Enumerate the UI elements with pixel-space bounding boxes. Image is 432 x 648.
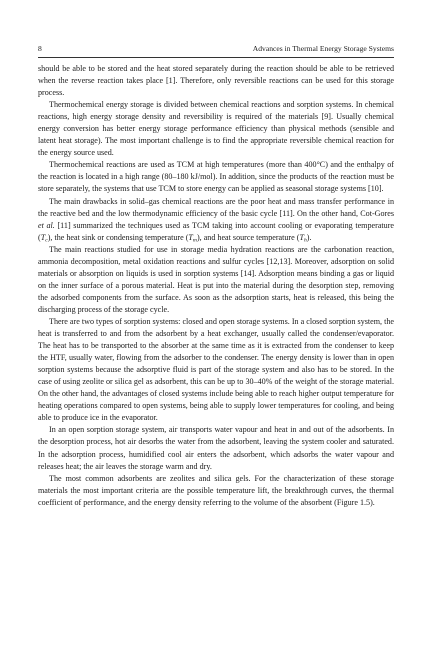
- paragraph-5: The main reactions studied for use in storage media hydration reactions are the carbonation reaction, ammonia decomposition, metal oxidation reactions and sulfur cycles [12,13]. Moreover, adsorption on solid materials or absorption on liquids is used in sorption systems [14]. Adsorption means binding a gas or liquid on the inner surface of a porous material. Heat is put into the material during the desorption step, removing the adsorbed components from the surface. As soon as the adsorption starts, heat is released, this being the discharging process of the storage cycle.: [38, 244, 394, 314]
- paragraph-7: In an open sorption storage system, air transports water vapour and heat in and out of the adsorbents. In the desorption process, hot air desorbs the water from the adsorbent, leaving the system cooler and saturated. In the adsorption process, humidified cool air enters the adsorbent, which adsorbs the water vapour and releases heat; the air leaves the storage warm and dry.: [38, 425, 394, 471]
- paragraph-3: Thermochemical reactions are used as TCM at high temperatures (more than 400°C) and the enthalpy of the reaction is located in a high range (80–180 kJ/mol). In addition, since the products of the reaction must be store separately, the systems that use TCM to store energy can be applied as seasonal storage systems [10].: [38, 160, 394, 194]
- paragraph-4-text-e: ), and heat source temperature (: [196, 232, 300, 242]
- paragraph-4-text-f: ).: [306, 232, 312, 242]
- symbol-t-m: $T_m$: [188, 232, 197, 244]
- symbol-t-c: $T_c$: [40, 232, 48, 244]
- paragraph-4-text-d: ), the heat sink or condensing temperature (: [47, 232, 189, 242]
- et-al-italic: et al.: [38, 220, 55, 230]
- book-title: Advances in Thermal Energy Storage Systems: [252, 44, 394, 53]
- paragraph-1: should be able to be stored and the heat stored separately during the reaction should be able to be retrieved when the reverse reaction takes place [1]. Therefore, only reversible reactions can be used for this storage process.: [38, 64, 394, 98]
- running-head: [38, 43, 394, 55]
- paragraph-6: There are two types of sorption systems: closed and open storage systems. In a closed sorption system, the heat is transferred to and from the adsorbent by a heat exchanger, usually called the condenser/evaporator. The heat has to be transported to the absorber at the same time as it is extracted from the condenser to keep the HTF, usually water, flowing from the adsorber to the condenser. The energy density is lower than in open sorption systems because the adsorptive fluid is part of the storage system and also has to be stored. In the case of using zeolite or silica gel as adsorbent, this can be up to 30–40% of the weight of the storage material. On the other hand, the advantages of closed systems include being able to reach higher output temperature for heating operations compared to open systems, being able to supply lower temperatures for cooling, and being able to produce ice in the evaporator.: [38, 316, 395, 423]
- paragraph-4: [38, 196, 394, 244]
- symbol-t-h: $T_h$: [299, 232, 307, 244]
- page-number: 8: [38, 44, 42, 53]
- paragraph-4-text-c: [11] summarized the techniques used as TCM taking into account cooling or evaporating temperature (: [38, 220, 394, 242]
- paragraph-4-text-a: The main drawbacks in solid–gas chemical reactions are the poor heat and mass transfer performance in the reactive bed and the low thermodynamic efficiency of the basic cycle [11]. On the other hand, Cot-Gores: [38, 196, 394, 218]
- header-divider: [38, 57, 394, 58]
- paragraph-2: Thermochemical energy storage is divided between chemical reactions and sorption systems. In chemical reactions, high energy storage density and reversibility is required of the materials [9]. Usually chemical energy conversion has better energy storage performance efficiency than physical methods (sensible and latent heat storage). The most important challenge is to find the appropriate reversible chemical reaction for the energy source used.: [38, 100, 394, 158]
- body-text: [38, 63, 394, 509]
- paragraph-8: The most common adsorbents are zeolites and silica gels. For the characterization of these storage materials the most important criteria are the possible temperature lift, the breakthrough curves, the thermal coefficient of performance, and the energy density referring to the volume of the absorbent (Figure 1.5).: [38, 473, 394, 507]
- book-page: [38, 0, 394, 648]
